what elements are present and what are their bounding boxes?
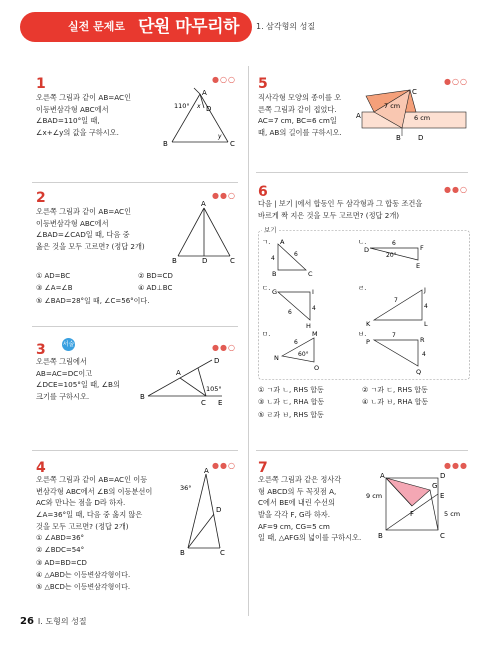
problem-7-line: C에서 BE에 내린 수선의 [258, 498, 335, 508]
p3-angle-label: 105° [206, 385, 222, 393]
problem-6-box [258, 230, 470, 380]
problem-3-difficulty: ●●○ [212, 343, 236, 352]
p6-vertex: A [280, 238, 285, 246]
p6-vertex: B [272, 270, 277, 278]
problem-5-number: 5 [258, 76, 268, 92]
p1-angle-label: 110° [174, 102, 190, 110]
option-1[interactable]: ① ∠ABD=36° [36, 534, 85, 542]
problem-3-line: 크기를 구하시오. [36, 391, 90, 401]
p6-vertex: P [366, 338, 370, 346]
problem-7-number: 7 [258, 460, 268, 476]
problem-7-line: 발을 각각 F, G라 하자. [258, 509, 331, 519]
p3-label-c: C [201, 399, 206, 407]
problem-6-number: 6 [258, 184, 268, 200]
problem-2-line: 오른쪽 그림과 같이 AB=AC인 [36, 207, 132, 216]
p6-length: 6 [294, 339, 298, 346]
p6-vertex: N [274, 354, 279, 362]
problem-2-number: 2 [36, 190, 46, 206]
p6-length: 7 [394, 297, 398, 304]
option-4[interactable]: ④ ㄴ과 ㅂ, RHA 합동 [362, 398, 429, 407]
p6-length: 6 [392, 240, 396, 247]
header-subtitle: 실전 문제로 [68, 20, 125, 33]
p7-label-a: A [380, 472, 385, 480]
p6-vertex: G [272, 288, 278, 296]
problem-4-line: 것을 모두 고르면? (정답 2개) [36, 521, 129, 531]
problem-7-line: 일 때, △AFG의 넓이를 구하시오. [258, 533, 362, 543]
p6-angle: 60° [298, 351, 309, 358]
p6-vertex: J [424, 286, 426, 294]
option-3[interactable]: ③ ㄴ과 ㄷ, RHA 합동 [258, 398, 325, 407]
problem-4-line: 변삼각형 ABC에서 ∠B의 이등분선이 [36, 486, 153, 496]
problem-4-figure [178, 468, 238, 558]
p3-label-d: D [214, 357, 220, 365]
option-3[interactable]: ③ ∠A=∠B [36, 284, 73, 293]
p6-vertex: Q [416, 368, 422, 376]
p6-vertex: F [420, 244, 424, 252]
p1-label-d: D [206, 105, 212, 113]
p6-vertex: H [306, 322, 311, 330]
p5-length-bc: 6 cm [414, 114, 431, 122]
p5-label-d: D [418, 134, 424, 142]
p6-vertex: D [364, 246, 370, 254]
option-1[interactable]: ① AD=BC [36, 272, 71, 280]
p4-angle-label: 36° [180, 484, 192, 492]
p3-label-e: E [218, 399, 223, 407]
problem-7-figure [366, 470, 472, 542]
problem-1-difficulty: ●○○ [212, 75, 236, 84]
problem-4-difficulty: ●●○ [212, 461, 236, 470]
problem-4-number: 4 [36, 460, 46, 476]
problem-6-options [258, 384, 428, 421]
problem-5-text [258, 92, 342, 139]
problem-2-line: 옳은 것을 모두 고르면? (정답 2개) [36, 241, 145, 251]
problem-4-text [36, 474, 152, 532]
p6-mark-2: ㄴ. [358, 238, 367, 246]
p6-length: 4 [271, 255, 275, 262]
problem-5-figure [354, 86, 470, 144]
problem-5-line: 직사각형 모양의 종이를 오 [258, 93, 342, 102]
p6-mark-1: ㄱ. [262, 238, 271, 246]
p4-label-b: B [180, 549, 185, 557]
p7-label-b: B [378, 532, 383, 540]
problem-1-line: ∠BAD=110°일 때, [36, 116, 100, 126]
p7-label-c: C [440, 532, 445, 540]
p7-length-af: 9 cm [366, 492, 383, 500]
p1-label-b: B [163, 140, 168, 148]
problem-6-difficulty: ●●○ [444, 185, 468, 194]
p6-length: 6 [288, 309, 292, 316]
option-2[interactable]: ② ㄱ과 ㄷ, RHS 합동 [362, 386, 428, 394]
problem-1-line: 오른쪽 그림과 같이 AB=AC인 [36, 93, 132, 102]
problem-2-difficulty: ●●○ [212, 191, 236, 200]
p2-label-d: D [202, 257, 208, 265]
page-number: 26 [20, 616, 34, 627]
option-3[interactable]: ③ AD=BD=CD [36, 558, 87, 567]
problem-3-line: AB=AC=DC이고 [36, 368, 93, 378]
problem-1-figure [160, 86, 244, 150]
p4-label-d: D [216, 506, 222, 514]
p1-label-y: y [218, 133, 222, 140]
p7-label-e: E [440, 492, 445, 500]
problem-3-text [36, 356, 120, 403]
p6-mark-4: ㄹ. [358, 284, 367, 292]
page-footer [20, 614, 87, 629]
p6-length: 7 [392, 332, 396, 339]
problem-7-line: 오른쪽 그림과 같은 정사각 [258, 475, 342, 484]
problem-2-line: ∠BAD=∠CAD일 때, 다음 중 [36, 230, 130, 240]
option-2[interactable]: ② ∠BDC=54° [36, 546, 85, 555]
divider-4 [256, 172, 468, 173]
p6-mark-3: ㄷ. [262, 284, 271, 292]
header-title-bar [20, 12, 252, 63]
p7-label-d: D [440, 472, 446, 480]
descriptive-badge: 서술 [62, 338, 75, 351]
divider-2 [32, 326, 238, 327]
problem-3-line: 오른쪽 그림에서 [36, 357, 87, 366]
p6-vertex: O [314, 364, 320, 372]
problem-4-line: AC와 만나는 점을 D라 하자. [36, 498, 126, 508]
p2-label-c: C [230, 257, 235, 265]
header-main-title: 단원 마무리하기 [138, 17, 239, 63]
problem-1-line: 이등변삼각형 ABC에서 [36, 104, 109, 114]
p1-label-c: C [230, 140, 235, 148]
problem-2-options [36, 270, 173, 307]
problem-6-text [258, 198, 422, 221]
problem-3-figure [140, 354, 240, 408]
divider-5 [256, 450, 468, 451]
p7-label-g: G [432, 482, 438, 490]
p5-length-ac: 7 cm [384, 102, 401, 110]
page-header [20, 12, 480, 63]
p5-label-c: C [412, 88, 417, 96]
problem-5-line: 때, AB의 길이를 구하시오. [258, 127, 342, 137]
problem-2-line: 이등변삼각형 ABC에서 [36, 218, 109, 228]
p3-label-a: A [176, 369, 181, 377]
p6-vertex: I [312, 288, 314, 296]
option-2[interactable]: ② BD=CD [138, 272, 173, 280]
option-4[interactable]: ④ AD⊥BC [138, 284, 173, 293]
problem-5-difficulty: ●○○ [444, 77, 468, 86]
p6-vertex: M [312, 330, 318, 338]
p6-length: 4 [422, 351, 426, 358]
problem-7-difficulty: ●●● [444, 461, 468, 470]
p1-label-x: x [197, 103, 201, 110]
option-4[interactable]: ④ △ABD는 이등변삼각형이다. [36, 570, 131, 579]
problem-1-text [36, 92, 131, 139]
p4-label-a: A [204, 467, 209, 475]
problem-3-line: ∠DCE=105°일 때, ∠B의 [36, 380, 120, 390]
problem-2-text [36, 206, 145, 253]
problem-4-line: ∠A=36°일 때, 다음 중 옳지 않은 [36, 509, 143, 519]
p5-label-b: B [396, 134, 401, 142]
p6-length: 4 [424, 303, 428, 310]
p6-vertex: C [308, 270, 313, 278]
footer-section: I. 도형의 성질 [37, 617, 87, 626]
p6-vertex: L [424, 320, 428, 328]
option-1[interactable]: ① ㄱ과 ㄴ, RHS 합동 [258, 386, 324, 394]
chapter-label: 1. 삼각형의 성질 [256, 22, 316, 31]
divider-1 [32, 182, 238, 183]
p7-label-f: F [410, 510, 415, 518]
p1-label-a: A [202, 89, 207, 97]
problem-1-number: 1 [36, 76, 46, 92]
p4-label-c: C [220, 549, 225, 557]
problem-6-line: 다음 | 보기 |에서 합동인 두 삼각형과 그 합동 조건을 [258, 199, 423, 208]
problem-5-line: 른쪽 그림과 같이 접었다. [258, 104, 337, 114]
option-5[interactable]: ⑤ ㄹ과 ㅂ, RHS 합동 [258, 410, 324, 419]
problem-5-line: AC=7 cm, BC=6 cm일 [258, 116, 337, 126]
problem-2-figure [172, 200, 238, 264]
problem-7-line: 형 ABCD의 두 꼭짓점 A, [258, 486, 337, 496]
problem-7-text [258, 474, 361, 544]
p6-mark-6: ㅂ. [358, 330, 367, 338]
p7-length-cg: 5 cm [444, 510, 461, 518]
option-5[interactable]: ⑤ △BCD는 이등변삼각형이다. [36, 583, 131, 591]
p6-vertex: K [366, 320, 371, 328]
problem-4-line: 오른쪽 그림과 같이 AB=AC인 이등 [36, 475, 148, 484]
p6-mark-5: ㅁ. [262, 330, 271, 338]
column-divider [248, 66, 249, 616]
example-box-label: 보기 [264, 226, 277, 234]
p2-label-b: B [172, 257, 177, 265]
p6-angle: 20° [386, 252, 397, 259]
p6-length: 6 [294, 251, 298, 258]
p5-label-a: A [356, 112, 361, 120]
p2-label-a: A [201, 200, 206, 208]
option-5[interactable]: ⑤ ∠BAD=28°일 때, ∠C=56°이다. [36, 296, 150, 305]
p3-label-b: B [140, 393, 145, 401]
p6-vertex: E [416, 262, 421, 270]
problem-7-line: AF=9 cm, CG=5 cm [258, 521, 330, 531]
p6-length: 4 [312, 305, 316, 312]
problem-1-line: ∠x+∠y의 값을 구하시오. [36, 127, 119, 137]
divider-3 [32, 450, 238, 451]
problem-6-line: 바르게 짝 지은 것을 모두 고르면? (정답 2개) [258, 210, 400, 220]
p6-vertex: R [420, 336, 425, 344]
problem-3-number: 3 [36, 342, 46, 358]
problem-4-options [36, 532, 130, 593]
